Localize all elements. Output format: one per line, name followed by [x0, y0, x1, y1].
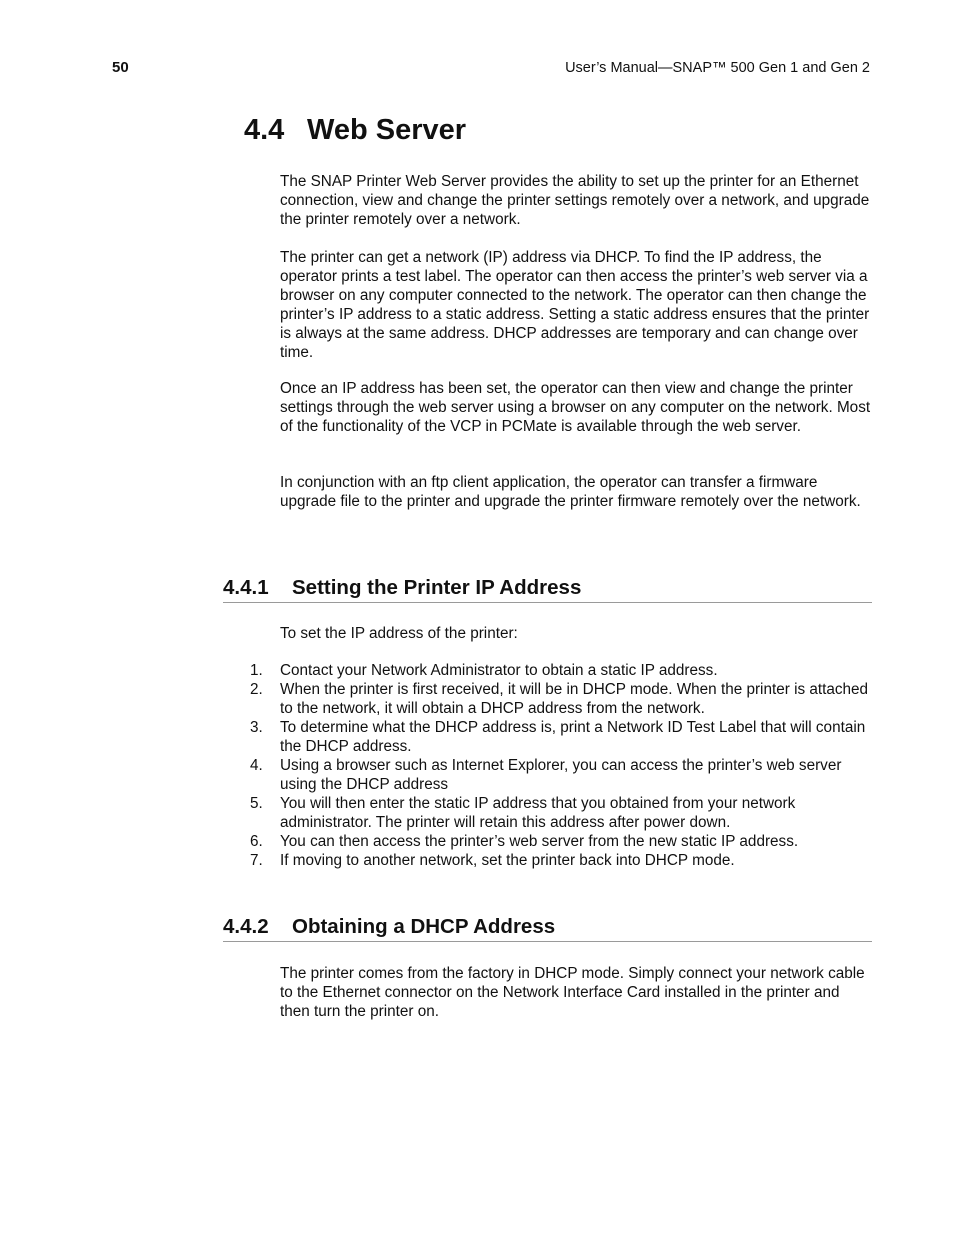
step-text: When the printer is first received, it will be in DHCP mode. When the printer is attached to the network, it will obtain a DHCP address from the network. [280, 681, 869, 717]
list-item [250, 756, 872, 794]
paragraph: The SNAP Printer Web Server provides the ability to set up the printer for an Ethernet connection, view and change the printer settings remotely over a network, and upgrade the printer remotely over a network. [280, 173, 870, 228]
list-item [250, 661, 872, 680]
section-body [280, 379, 872, 436]
subsection-heading [223, 915, 872, 942]
paragraph: The printer can get a network (IP) address via DHCP. To find the IP address, the operator prints a test label. The operator can then access the printer’s web server via a browser on any computer connected to the network. The operator can then change the printer’s IP address to a static address. Setting a static address ensures that the printer is always at the same address. DHCP addresses are temporary and can change over time. [280, 249, 870, 361]
subsection-title: Setting the Printer IP Address [292, 576, 582, 599]
section-number: 4.4 [244, 114, 285, 146]
subsection-number: 4.4.2 [223, 915, 269, 938]
step-text: You will then enter the static IP address that you obtained from your network administrator. The printer will retain this address after power down. [280, 795, 796, 831]
section-body [280, 473, 872, 511]
step-number: 3. [250, 719, 263, 736]
paragraph: In conjunction with an ftp client application, the operator can transfer a firmware upgrade file to the printer and upgrade the printer firmware remotely over the network. [280, 474, 861, 510]
step-number: 6. [250, 833, 263, 850]
intro-text [280, 624, 872, 643]
page-number: 50 [112, 59, 129, 76]
paragraph: Once an IP address has been set, the operator can then view and change the printer settings through the web server using a browser on any computer on the network. Most of the functionality of the VCP in PCMate is available through the web server. [280, 380, 871, 435]
section-body [280, 172, 872, 229]
paragraph: The printer comes from the factory in DHCP mode. Simply connect your network cable to the Ethernet connector on the Network Interface Card installed in the printer and then turn the printer on. [280, 965, 865, 1020]
subsection-title: Obtaining a DHCP Address [292, 915, 556, 938]
list-item [250, 851, 872, 870]
section-body [280, 964, 872, 1021]
step-number: 4. [250, 757, 263, 774]
section-title: Web Server [307, 114, 467, 146]
step-number: 7. [250, 852, 263, 869]
step-text: Contact your Network Administrator to obtain a static IP address. [280, 662, 718, 679]
step-text: Using a browser such as Internet Explorer, you can access the printer’s web server using the DHCP address [280, 757, 842, 793]
step-number: 1. [250, 662, 263, 679]
list-item [250, 832, 872, 851]
running-header: User’s Manual—SNAP™ 500 Gen 1 and Gen 2 [565, 60, 870, 76]
section-heading [244, 114, 466, 147]
step-text: You can then access the printer’s web server from the new static IP address. [280, 833, 799, 850]
step-text: To determine what the DHCP address is, print a Network ID Test Label that will contain the DHCP address. [280, 719, 866, 755]
subsection-number: 4.4.1 [223, 576, 269, 599]
step-text: If moving to another network, set the printer back into DHCP mode. [280, 852, 735, 869]
list-item [250, 718, 872, 756]
list-item [250, 680, 872, 718]
steps-list [250, 661, 872, 870]
section-body [280, 248, 872, 362]
step-number: 5. [250, 795, 263, 812]
paragraph: To set the IP address of the printer: [280, 625, 518, 642]
list-item [250, 794, 872, 832]
subsection-heading [223, 576, 872, 603]
step-number: 2. [250, 681, 263, 698]
